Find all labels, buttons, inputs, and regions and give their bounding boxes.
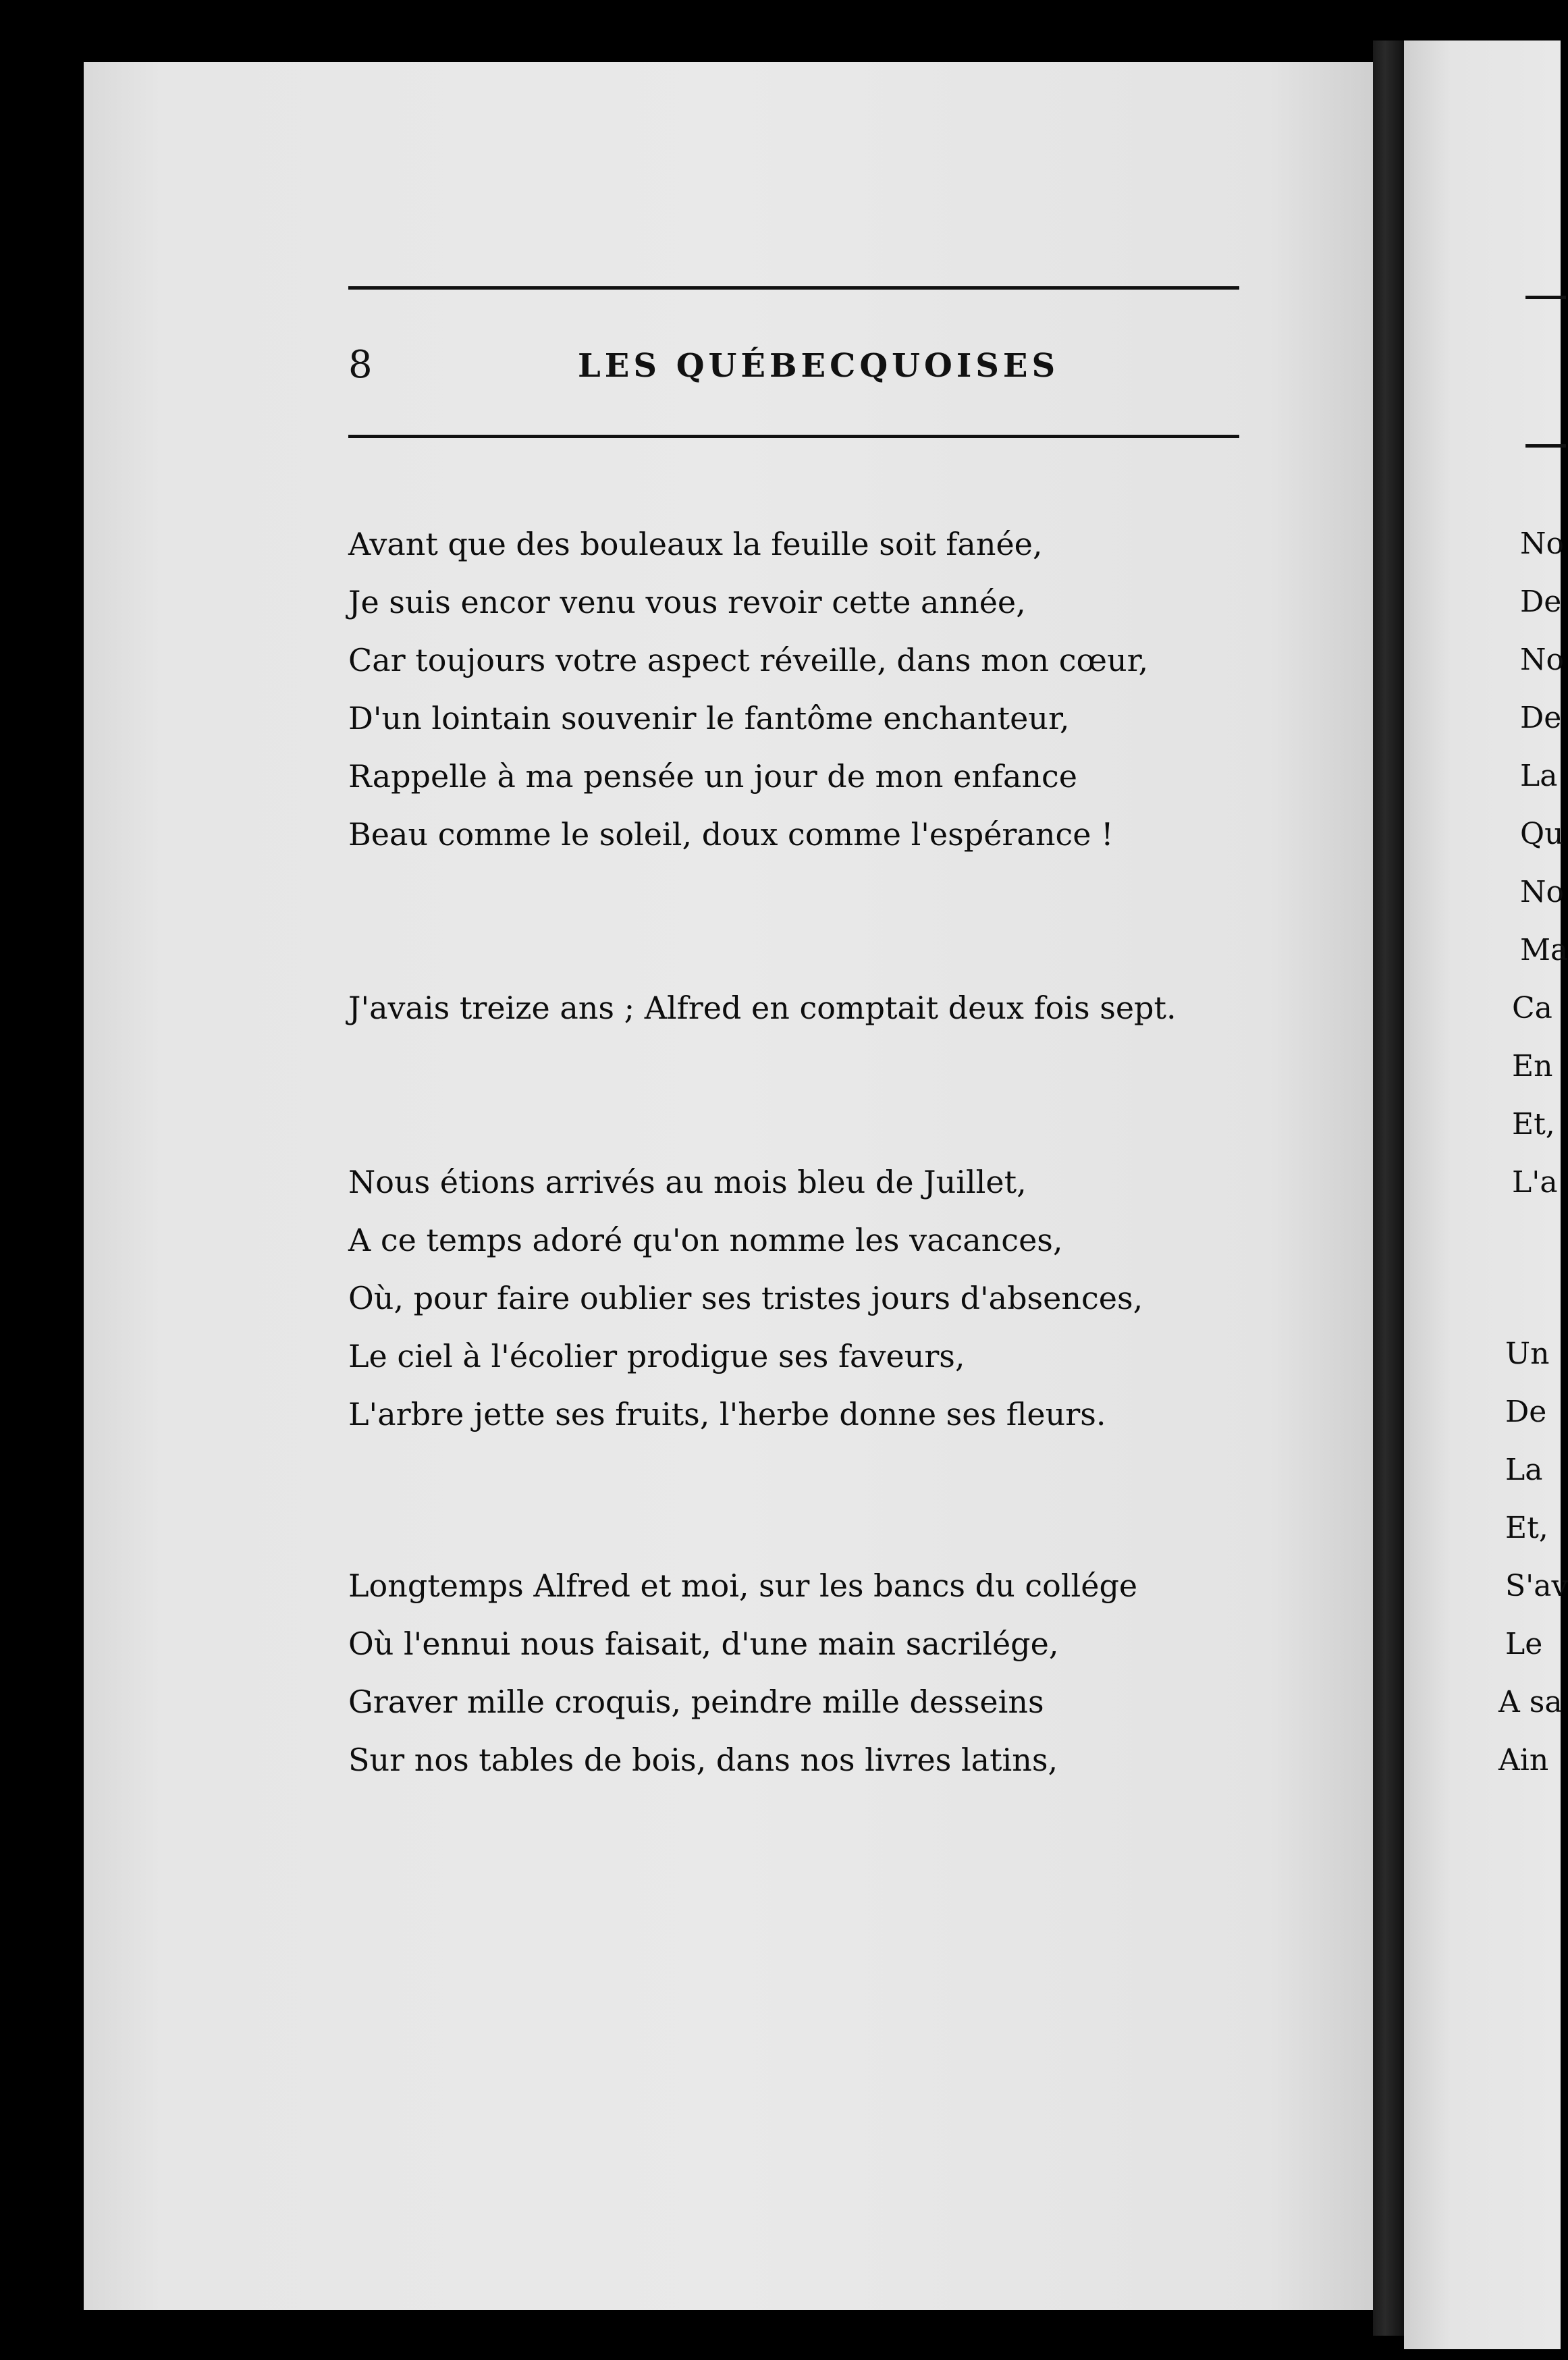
stanza-4 — [348, 1557, 1293, 1789]
facing-line: Et, — [1512, 1107, 1555, 1142]
facing-line: La — [1520, 759, 1558, 793]
facing-line: De — [1505, 1395, 1547, 1429]
facing-line: De — [1520, 701, 1562, 735]
facing-top-rule — [1525, 296, 1566, 299]
facing-line: Un — [1505, 1337, 1550, 1371]
stanza-1 — [348, 515, 1293, 863]
verse-line: Sur nos tables de bois, dans nos livres latins, — [348, 1742, 1058, 1778]
verse-line: Nous étions arrivés au mois bleu de Juillet, — [348, 1164, 1027, 1200]
page-number: 8 — [348, 343, 373, 387]
verse-line: Beau comme le soleil, doux comme l'espérance ! — [348, 816, 1114, 853]
stanza-2 — [348, 979, 1293, 1037]
facing-line: De — [1520, 585, 1562, 619]
facing-line: Ain — [1498, 1743, 1549, 1777]
top-rule — [348, 286, 1239, 290]
verse-line: Graver mille croquis, peindre mille desseins — [348, 1684, 1044, 1720]
facing-line: Le — [1505, 1627, 1543, 1661]
book-gutter — [1373, 41, 1404, 2336]
verse-line: A ce temps adoré qu'on nomme les vacances, — [348, 1222, 1063, 1258]
facing-line: No — [1520, 527, 1564, 561]
verse-line: Longtemps Alfred et moi, sur les bancs du collége — [348, 1567, 1138, 1604]
verse-line: L'arbre jette ses fruits, l'herbe donne ses fleurs. — [348, 1396, 1106, 1432]
facing-line: L'a — [1512, 1165, 1558, 1200]
facing-line: No — [1520, 875, 1564, 909]
stanza-3 — [348, 1153, 1293, 1443]
facing-line: La — [1505, 1453, 1543, 1487]
verse-line: Avant que des bouleaux la feuille soit fanée, — [348, 526, 1043, 562]
verse-line: D'un lointain souvenir le fantôme enchanteur, — [348, 700, 1070, 736]
verse-line: Le ciel à l'écolier prodigue ses faveurs, — [348, 1338, 965, 1374]
verse-line: J'avais treize ans ; Alfred en comptait deux fois sept. — [348, 990, 1177, 1026]
running-title: LES QUÉBECQUOISES — [578, 347, 1060, 385]
bottom-rule — [348, 435, 1239, 438]
facing-line: Ma — [1520, 933, 1568, 967]
facing-line: Et, — [1505, 1511, 1548, 1545]
facing-line: No — [1520, 643, 1564, 677]
facing-line: S'av — [1505, 1569, 1568, 1603]
verse-line: Où l'ennui nous faisait, d'une main sacrilége, — [348, 1626, 1059, 1662]
facing-bottom-rule — [1525, 444, 1566, 448]
verse-line: Où, pour faire oublier ses tristes jours d'absences, — [348, 1280, 1143, 1316]
facing-line: En — [1512, 1049, 1553, 1083]
running-head — [348, 343, 1239, 390]
facing-page-text — [1404, 41, 1568, 2349]
facing-line: A sa — [1498, 1685, 1563, 1719]
verse-line: Rappelle à ma pensée un jour de mon enfance — [348, 758, 1078, 795]
verse-line: Je suis encor venu vous revoir cette année, — [348, 584, 1026, 620]
facing-line: Ca — [1512, 991, 1552, 1025]
facing-line: Qu — [1520, 817, 1564, 851]
verse-line: Car toujours votre aspect réveille, dans mon cœur, — [348, 642, 1149, 678]
